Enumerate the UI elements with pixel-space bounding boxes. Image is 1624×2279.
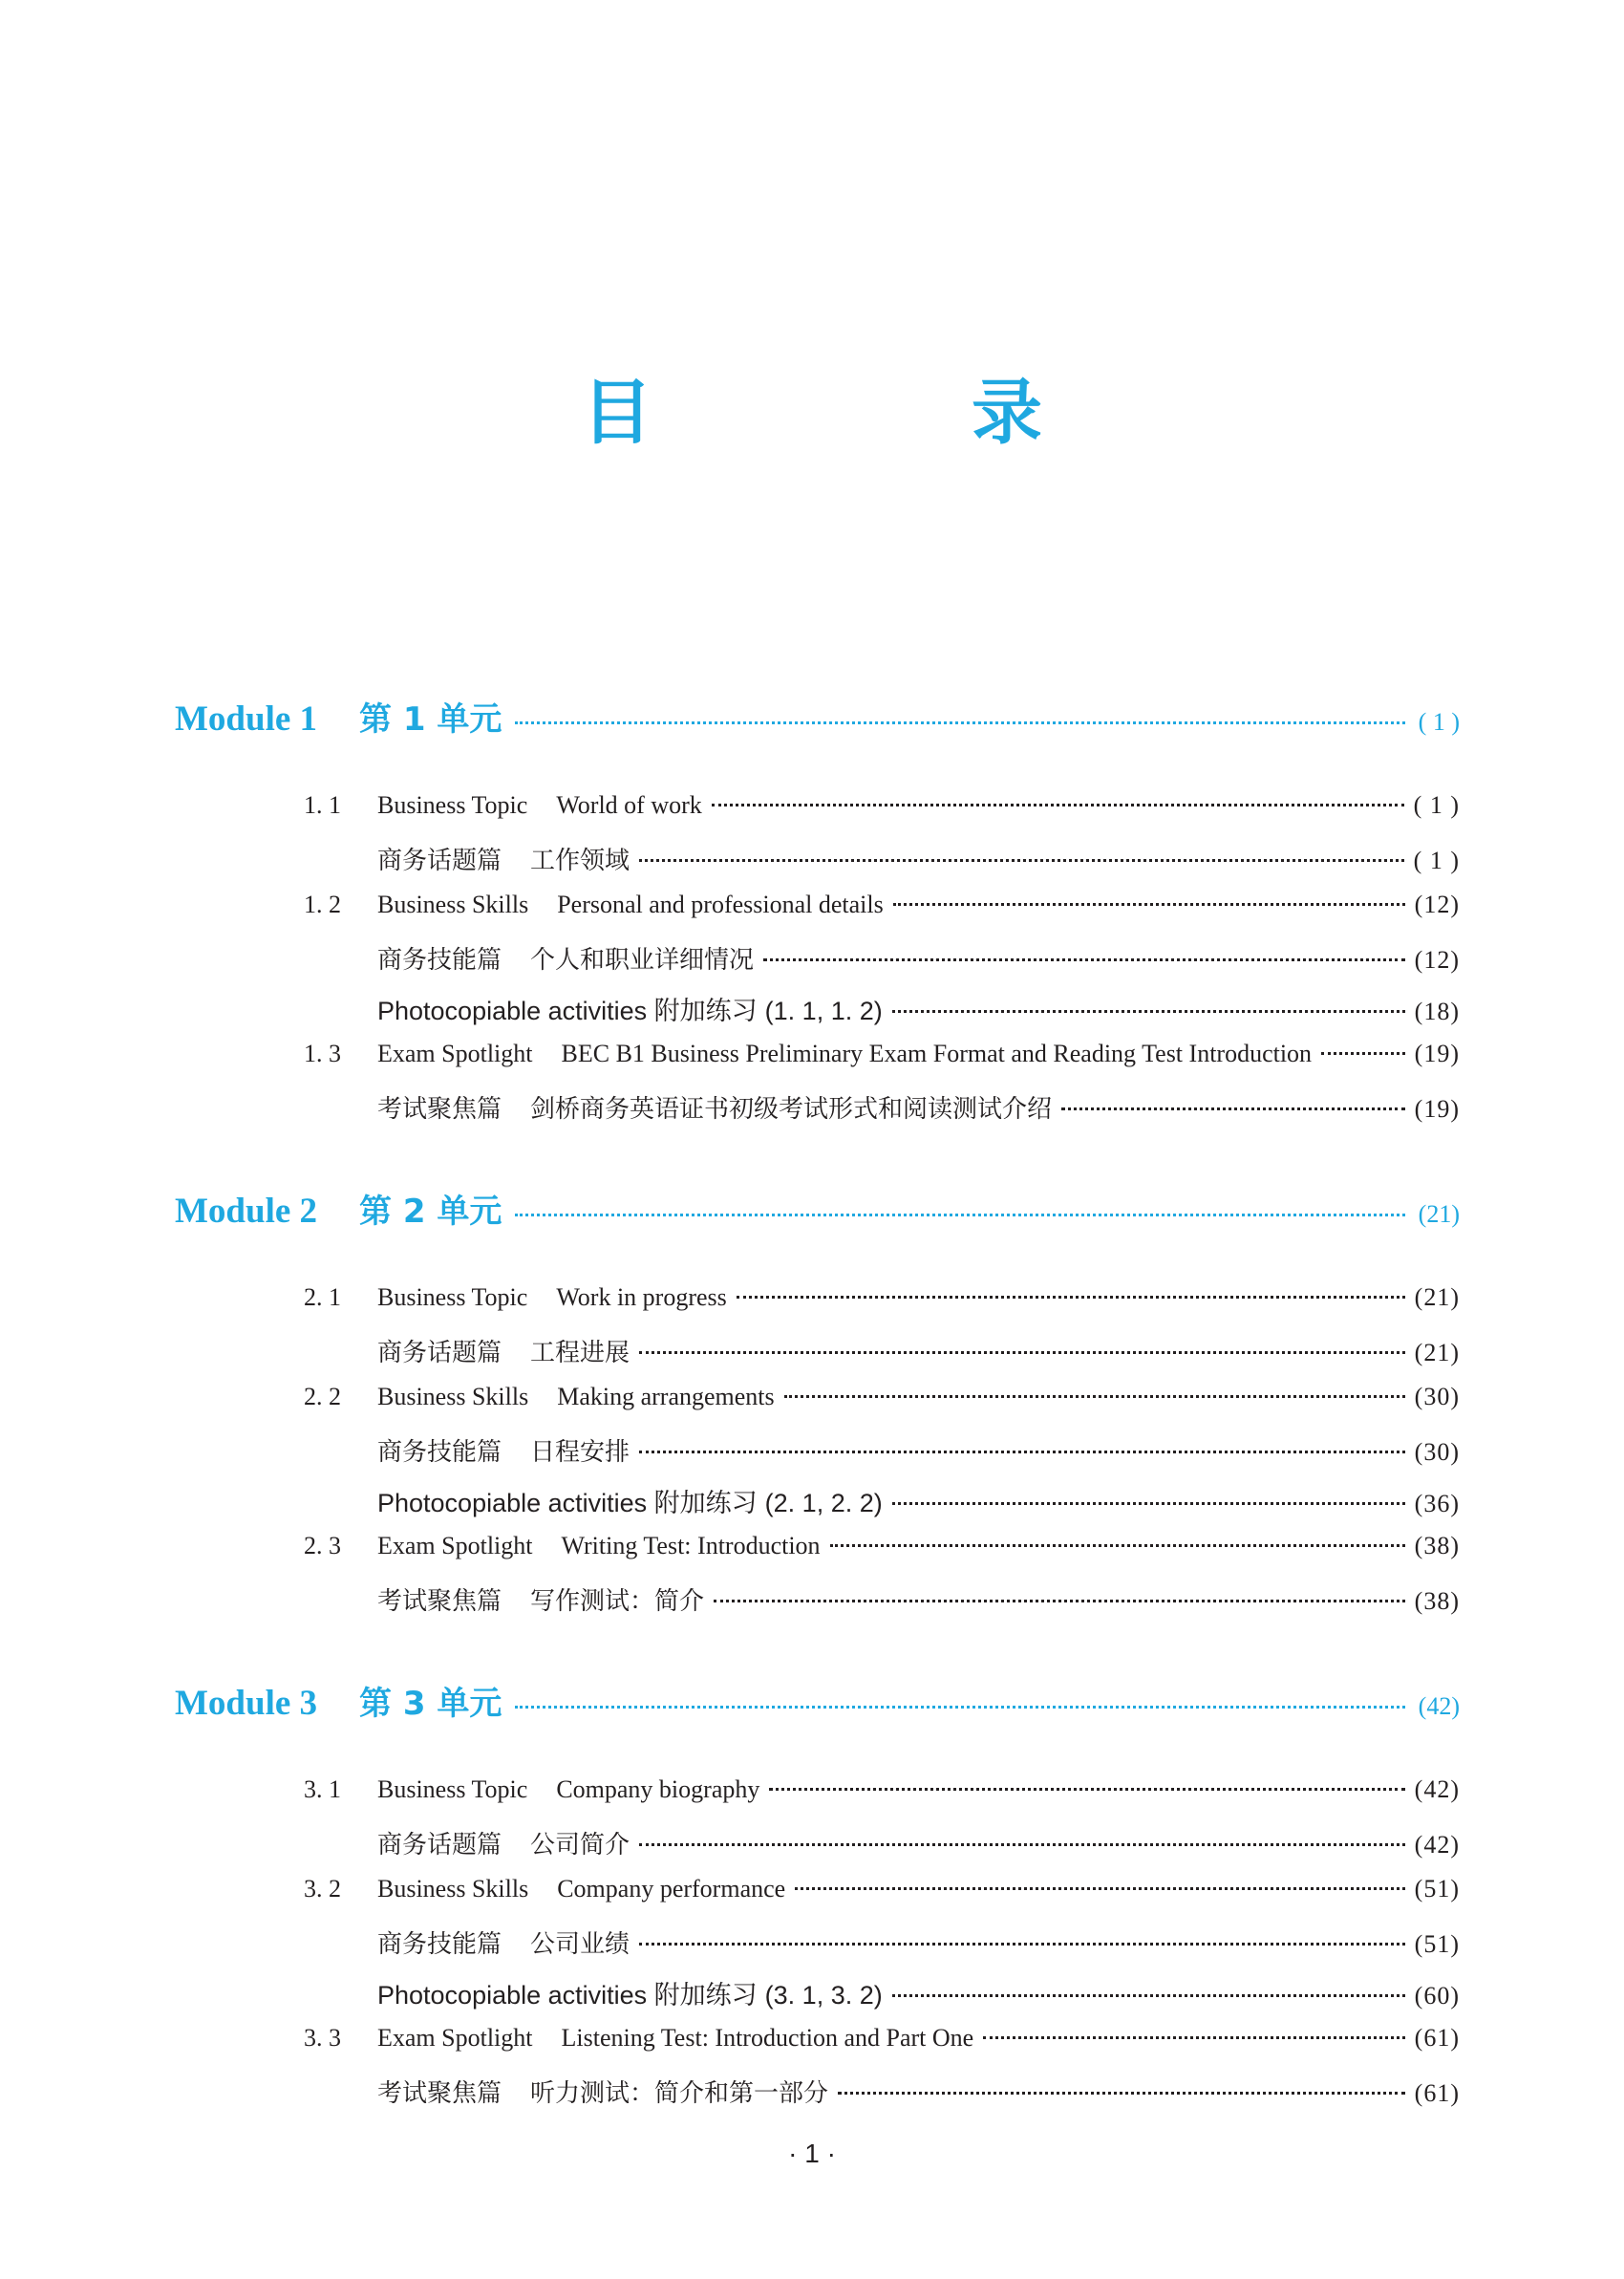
module-heading[interactable] — [175, 1677, 1460, 1724]
page-number: (61) — [1414, 2024, 1460, 2052]
page-number: (21) — [1418, 1200, 1460, 1228]
page-number: (38) — [1414, 1587, 1460, 1615]
page-number: (60) — [1414, 1982, 1460, 2010]
toc-entry[interactable] — [304, 1532, 1460, 1560]
toc-entry[interactable] — [304, 891, 1460, 919]
page-number: (19) — [1414, 1095, 1460, 1123]
dot-leader — [983, 2036, 1404, 2039]
dot-leader — [639, 859, 1404, 862]
dot-leader — [892, 1994, 1405, 1997]
dot-leader — [1061, 1107, 1405, 1110]
entry-category: Business Skills — [377, 1383, 529, 1410]
dot-leader — [1321, 1052, 1405, 1055]
page-number: ( 1 ) — [1413, 847, 1460, 874]
page-number: (36) — [1414, 1490, 1460, 1517]
dot-leader — [639, 1451, 1405, 1453]
entry-title: (3. 1, 3. 2) — [764, 1981, 883, 2010]
entry-category: Business Topic — [377, 1283, 528, 1311]
toc-entry[interactable] — [304, 1581, 1460, 1617]
dot-leader — [639, 1943, 1405, 1946]
entry-category: 考试聚焦篇 — [377, 1587, 502, 1616]
page-number: (51) — [1414, 1875, 1460, 1903]
entry-title: 工作领域 — [530, 847, 630, 875]
dot-leader — [784, 1395, 1405, 1398]
toc-entry[interactable] — [304, 1432, 1460, 1468]
entry-title: Making arrangements — [557, 1383, 775, 1410]
entry-title: 公司业绩 — [530, 1930, 630, 1959]
dot-leader — [515, 1214, 1404, 1216]
entry-category: 商务话题篇 — [377, 1339, 502, 1367]
module-label-cn: 第 2 单元 — [359, 1193, 502, 1231]
entry-title: 剑桥商务英语证书初级考试形式和阅读测试介绍 — [530, 1095, 1053, 1124]
module-label-cn: 第 1 单元 — [359, 700, 502, 739]
dot-leader — [737, 1296, 1405, 1299]
page-number: (18) — [1414, 998, 1460, 1025]
toc-entry[interactable] — [304, 1383, 1460, 1411]
module-label: Module 2 — [175, 1192, 318, 1231]
entry-category: Business Topic — [377, 791, 528, 819]
toc-entry[interactable] — [304, 2074, 1460, 2109]
dot-leader — [892, 1010, 1405, 1013]
page-number: ( 1 ) — [1413, 791, 1460, 819]
entry-number: 3. 2 — [304, 1875, 341, 1903]
entry-category: Photocopiable activities 附加练习 — [377, 1981, 758, 2010]
entry-category: 商务技能篇 — [377, 946, 502, 975]
page-number: (51) — [1414, 1930, 1460, 1958]
page-number: (61) — [1414, 2079, 1460, 2107]
page-title: 目 录 — [582, 372, 1166, 454]
toc-entry[interactable] — [304, 940, 1460, 976]
entry-title: 公司简介 — [530, 1831, 630, 1860]
entry-title: 日程安排 — [530, 1438, 630, 1467]
dot-leader — [892, 1502, 1405, 1505]
toc-entry[interactable] — [304, 1825, 1460, 1860]
toc-entry[interactable] — [304, 990, 1460, 1027]
entry-category: Business Skills — [377, 891, 529, 918]
entry-category: 商务话题篇 — [377, 1831, 502, 1860]
dot-leader — [893, 903, 1405, 906]
module-label-cn: 第 3 单元 — [359, 1685, 502, 1723]
entry-category: Exam Spotlight — [377, 1532, 533, 1559]
page-number: (21) — [1414, 1283, 1460, 1311]
entry-title: 写作测试：简介 — [530, 1587, 705, 1616]
toc-entry[interactable] — [304, 1482, 1460, 1519]
dot-leader — [795, 1887, 1404, 1890]
dot-leader — [515, 1706, 1404, 1709]
entry-number: 3. 3 — [304, 2024, 341, 2052]
entry-title: World of work — [556, 791, 702, 819]
entry-title: 工程进展 — [530, 1339, 630, 1367]
entry-title: Company performance — [557, 1875, 786, 1903]
toc-entry[interactable] — [304, 1924, 1460, 1960]
module-heading[interactable] — [175, 1185, 1460, 1232]
entry-title: Listening Test: Introduction and Part One — [561, 2024, 974, 2052]
entry-category: Exam Spotlight — [377, 2024, 533, 2052]
toc-entry[interactable] — [304, 1974, 1460, 2011]
dot-leader — [639, 1351, 1405, 1354]
page-number: (30) — [1414, 1383, 1460, 1410]
dot-leader — [714, 1600, 1405, 1602]
entry-category: 考试聚焦篇 — [377, 2079, 502, 2108]
entry-number: 1. 2 — [304, 891, 341, 918]
dot-leader — [769, 1788, 1404, 1791]
dot-leader — [830, 1544, 1405, 1547]
page-number: ( 1 ) — [1418, 708, 1460, 736]
page-number: (30) — [1414, 1438, 1460, 1466]
entry-category: Exam Spotlight — [377, 1040, 533, 1067]
entry-category: Business Skills — [377, 1875, 529, 1903]
entry-number: 1. 3 — [304, 1040, 341, 1067]
toc-entry[interactable] — [304, 841, 1460, 876]
page-footer-number: · 1 · — [788, 2139, 836, 2168]
page-number: (19) — [1414, 1040, 1460, 1067]
module-heading[interactable] — [175, 693, 1460, 740]
entry-title: (1. 1, 1. 2) — [764, 997, 883, 1025]
entry-title: Company biography — [556, 1775, 760, 1803]
page-number: (38) — [1414, 1532, 1460, 1559]
entry-category: 考试聚焦篇 — [377, 1095, 502, 1124]
module-label: Module 3 — [175, 1684, 318, 1723]
page-number: (42) — [1418, 1692, 1460, 1720]
page-number: (12) — [1414, 946, 1460, 974]
page-number: (21) — [1414, 1339, 1460, 1366]
page-number: (12) — [1414, 891, 1460, 918]
page-number: (42) — [1414, 1831, 1460, 1859]
module-label: Module 1 — [175, 699, 318, 739]
entry-title: 个人和职业详细情况 — [530, 946, 755, 975]
toc-entry[interactable] — [304, 1775, 1460, 1804]
entry-category: Photocopiable activities 附加练习 — [377, 997, 758, 1025]
entry-title: (2. 1, 2. 2) — [764, 1489, 883, 1517]
entry-number: 3. 1 — [304, 1775, 341, 1803]
page-number: (42) — [1414, 1775, 1460, 1803]
toc-entry[interactable] — [304, 1875, 1460, 1903]
dot-leader — [763, 958, 1405, 961]
entry-category: Photocopiable activities 附加练习 — [377, 1489, 758, 1517]
entry-title: 听力测试：简介和第一部分 — [530, 2079, 829, 2108]
dot-leader — [838, 2092, 1405, 2095]
toc-entry[interactable] — [304, 1333, 1460, 1368]
entry-category: 商务技能篇 — [377, 1438, 502, 1467]
toc-entry[interactable] — [304, 1089, 1460, 1125]
entry-title: BEC B1 Business Preliminary Exam Format and Reading Test Introduction — [561, 1040, 1313, 1067]
entry-number: 1. 1 — [304, 791, 341, 819]
dot-leader — [639, 1843, 1405, 1846]
entry-number: 2. 3 — [304, 1532, 341, 1559]
entry-category: 商务话题篇 — [377, 847, 502, 875]
toc-entry[interactable] — [304, 1283, 1460, 1312]
entry-number: 2. 2 — [304, 1383, 341, 1410]
entry-number: 2. 1 — [304, 1283, 341, 1311]
entry-title: Work in progress — [556, 1283, 727, 1311]
entry-category: 商务技能篇 — [377, 1930, 502, 1959]
toc-entry[interactable] — [304, 1040, 1460, 1068]
dot-leader — [515, 721, 1404, 724]
entry-title: Personal and professional details — [557, 891, 884, 918]
toc-entry[interactable] — [304, 791, 1460, 820]
dot-leader — [712, 804, 1404, 806]
entry-category: Business Topic — [377, 1775, 528, 1803]
toc-entry[interactable] — [304, 2024, 1460, 2053]
entry-title: Writing Test: Introduction — [561, 1532, 821, 1559]
